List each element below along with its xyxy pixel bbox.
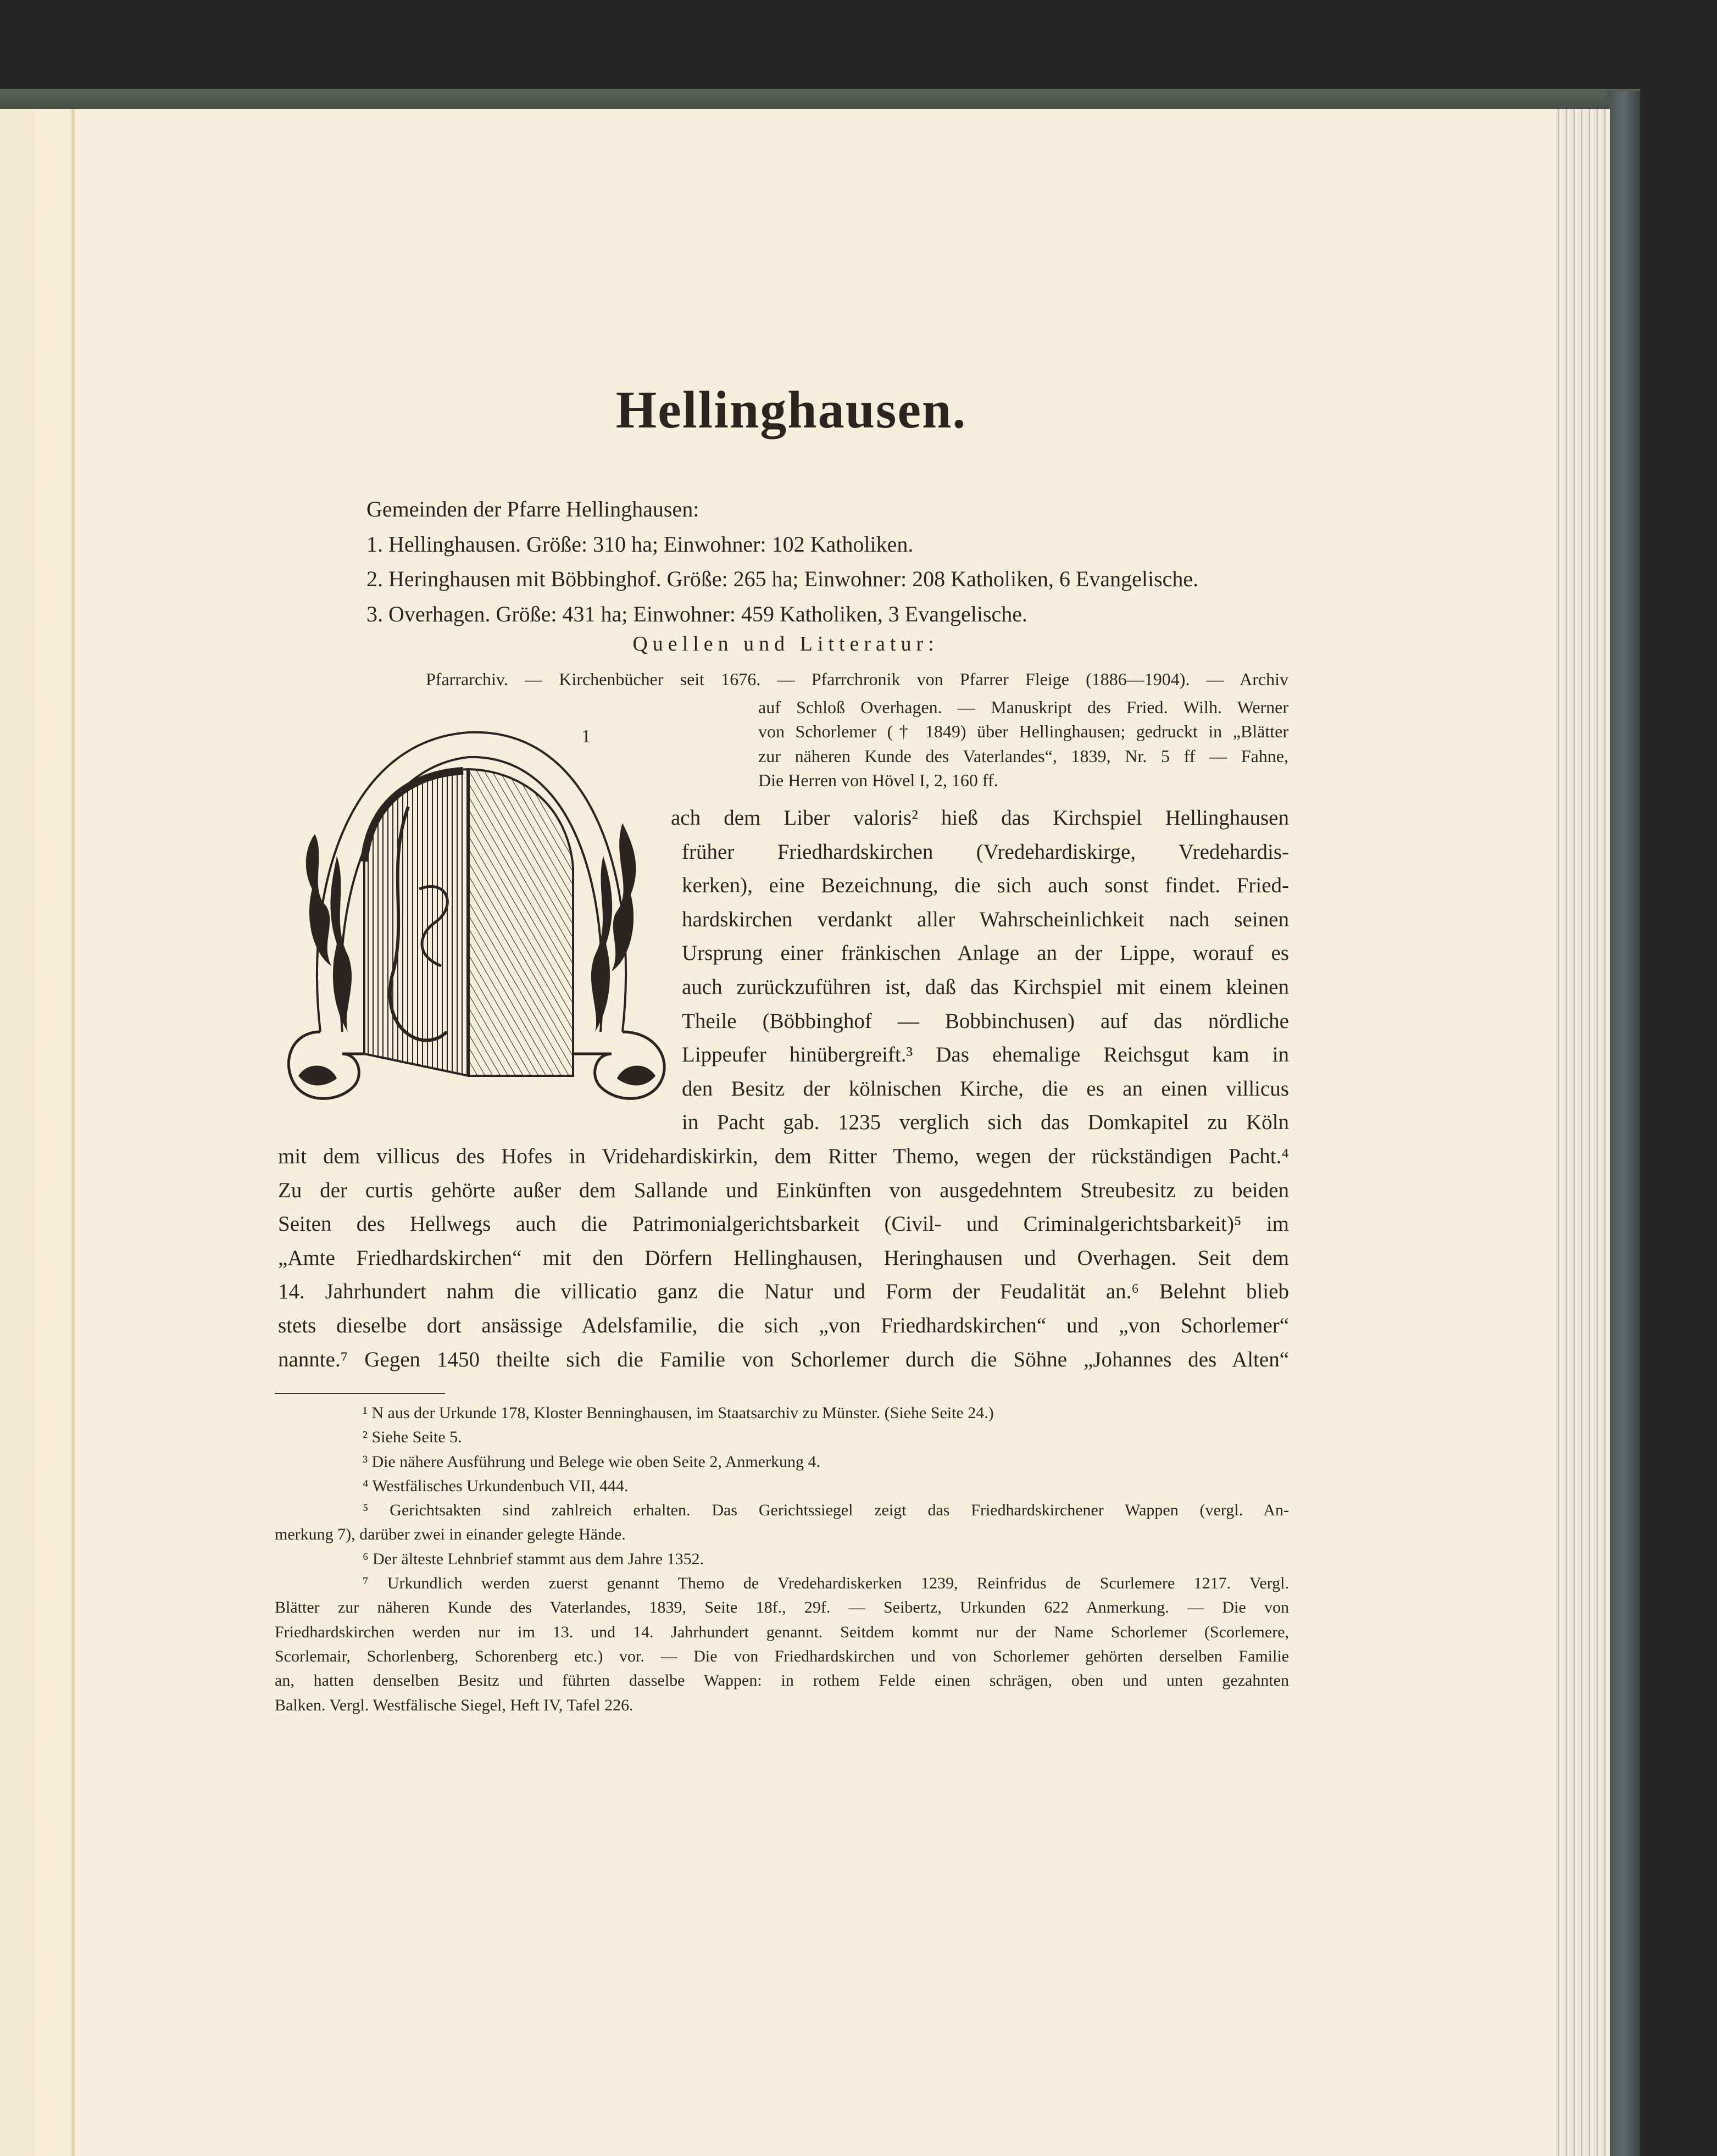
body-line: Ursprung einer fränkischen Anlage an der Lippe, worauf es xyxy=(682,941,1289,965)
initial-footnote-marker: 1 xyxy=(581,726,591,747)
sources-line: auf Schloß Overhagen. — Manuskript des Fried. Wilh. Werner xyxy=(758,697,1288,717)
body-line: früher Friedhardskirchen (Vredehardiskirge, Vredehardis- xyxy=(682,840,1289,864)
body-line: stets dieselbe dort ansässige Adelsfamilie, die sich „von Friedhardskirchen“ und „von Schorlemer“ xyxy=(278,1313,1289,1337)
footnote-7-cont: Blätter zur näheren Kunde des Vaterlandes, 1839, Seite 18f., 29f. — Seibertz, Urkunden 622 Anmerkung. — Die von xyxy=(275,1598,1289,1617)
body-line: „Amte Friedhardskirchen“ mit den Dörfern Hellinghausen, Heringhausen und Overhagen. Seit dem xyxy=(278,1246,1289,1270)
sources-block xyxy=(758,695,1288,792)
footnote-5-cont: merkung 7), darüber zwei in einander gelegte Hände. xyxy=(275,1525,626,1544)
parishes-heading: Gemeinden der Pfarre Hellinghausen: xyxy=(366,497,699,521)
footnote-1: ¹ N aus der Urkunde 178, Kloster Benninghausen, im Staatsarchiv zu Münster. (Siehe Seite 24.) xyxy=(363,1404,994,1422)
footnote-divider xyxy=(275,1393,445,1394)
parishes-section xyxy=(366,492,1198,632)
page-fore-edge xyxy=(1555,109,1610,2156)
body-line: Seiten des Hellwegs auch die Patrimonialgerichtsbarkeit (Civil- und Criminalgerichtsbarkeit)⁵ im xyxy=(278,1212,1289,1236)
body-line: auch zurückzuführen ist, daß das Kirchspiel mit einem kleinen xyxy=(682,975,1289,999)
footnote-7-cont: Friedhardskirchen werden nur im 13. und 14. Jahrhundert genannt. Seitdem kommt nur der Name Schorlemer (Scorlemere, xyxy=(275,1622,1289,1641)
sources-line: zur näheren Kunde des Vaterlandes“, 1839, Nr. 5 ff — Fahne, xyxy=(758,746,1288,766)
parish-item: 2. Heringhausen mit Böbbinghof. Größe: 265 ha; Einwohner: 208 Katholiken, 6 Evangelische. xyxy=(366,566,1199,592)
book-gutter xyxy=(70,109,76,2156)
body-line: Zu der curtis gehörte außer dem Sallande und Einkünften von ausgedehntem Streubesitz zu beiden xyxy=(278,1178,1289,1202)
footnote-3: ³ Die nähere Ausführung und Belege wie oben Seite 2, Anmerkung 4. xyxy=(363,1452,820,1471)
footnote-6: ⁶ Der älteste Lehnbrief stammt aus dem Jahre 1352. xyxy=(363,1549,704,1568)
body-line: kerken), eine Bezeichnung, die sich auch sonst findet. Fried- xyxy=(682,874,1289,898)
book-cover-right-edge xyxy=(1607,91,1640,2156)
footnote-7-cont: Balken. Vergl. Westfälische Siegel, Heft IV, Tafel 226. xyxy=(275,1696,634,1714)
body-text xyxy=(278,801,1289,1376)
body-line: 14. Jahrhundert nahm die villicatio ganz die Natur und Form der Feudalität an.⁶ Belehnt blieb xyxy=(278,1280,1289,1304)
parish-item: 1. Hellinghausen. Größe: 310 ha; Einwohner: 102 Katholiken. xyxy=(366,531,914,557)
body-line: den Besitz der kölnischen Kirche, die es an einen villicus xyxy=(682,1076,1289,1101)
body-line: hardskirchen verdankt aller Wahrscheinlichkeit nach seinen xyxy=(682,907,1289,931)
body-line: Theile (Böbbinghof — Bobbinchusen) auf das nördliche xyxy=(682,1009,1289,1033)
body-line: nannte.⁷ Gegen 1450 theilte sich die Familie von Schorlemer durch die Söhne „Johannes des Alten“ xyxy=(278,1347,1289,1371)
body-line: in Pacht gab. 1235 verglich sich das Domkapitel zu Köln xyxy=(682,1110,1289,1135)
body-line: Lippeufer hinübergreift.³ Das ehemalige Reichsgut kam in xyxy=(682,1043,1289,1067)
footnote-4: ⁴ Westfälisches Urkundenbuch VII, 444. xyxy=(363,1476,629,1495)
page-title: Hellinghausen. xyxy=(615,380,967,439)
sources-line: Die Herren von Hövel I, 2, 160 ff. xyxy=(758,770,998,790)
footnote-7-cont: an, hatten denselben Besitz und führten dasselbe Wappen: in rothem Felde einen schrägen, oben und unten gezahnten xyxy=(275,1671,1289,1690)
footnote-5: ⁵ Gerichtsakten sind zahlreich erhalten. Das Gerichtssiegel zeigt das Friedhardskirchener Wappen (vergl. An- xyxy=(363,1501,1289,1520)
footnote-7-cont: Scorlemair, Schorlenberg, Schorenberg etc.) vor. — Die von Friedhardskirchen und von Schorlemer gehörten derselben Familie xyxy=(275,1647,1289,1665)
sources-heading: Quellen und Litteratur: xyxy=(632,632,939,655)
footnote-7: ⁷ Urkundlich werden zuerst genannt Themo de Vredehardiskerken 1239, Reinfridus de Scurlemere 1217. Vergl. xyxy=(363,1574,1289,1593)
sources-line: Pfarrarchiv. — Kirchenbücher seit 1676. — Pfarrchronik von Pfarrer Fleige (1886—1904). — Archiv xyxy=(426,669,1288,689)
footnotes xyxy=(275,1401,1289,1718)
footnote-2: ² Siehe Seite 5. xyxy=(363,1428,462,1447)
body-line: ach dem Liber valoris² hieß das Kirchspiel Hellinghausen xyxy=(671,806,1289,830)
book-cover-top-edge xyxy=(0,89,1640,111)
previous-page-edge xyxy=(0,109,71,2156)
sources-line: von Schorlemer († 1849) über Hellinghausen; gedruckt in „Blätter xyxy=(758,721,1288,742)
parish-item: 3. Overhagen. Größe: 431 ha; Einwohner: 459 Katholiken, 3 Evangelische. xyxy=(366,602,1028,627)
body-line: mit dem villicus des Hofes in Vridehardiskirkin, dem Ritter Themo, wegen der rückständigen Pacht.⁴ xyxy=(278,1144,1289,1168)
